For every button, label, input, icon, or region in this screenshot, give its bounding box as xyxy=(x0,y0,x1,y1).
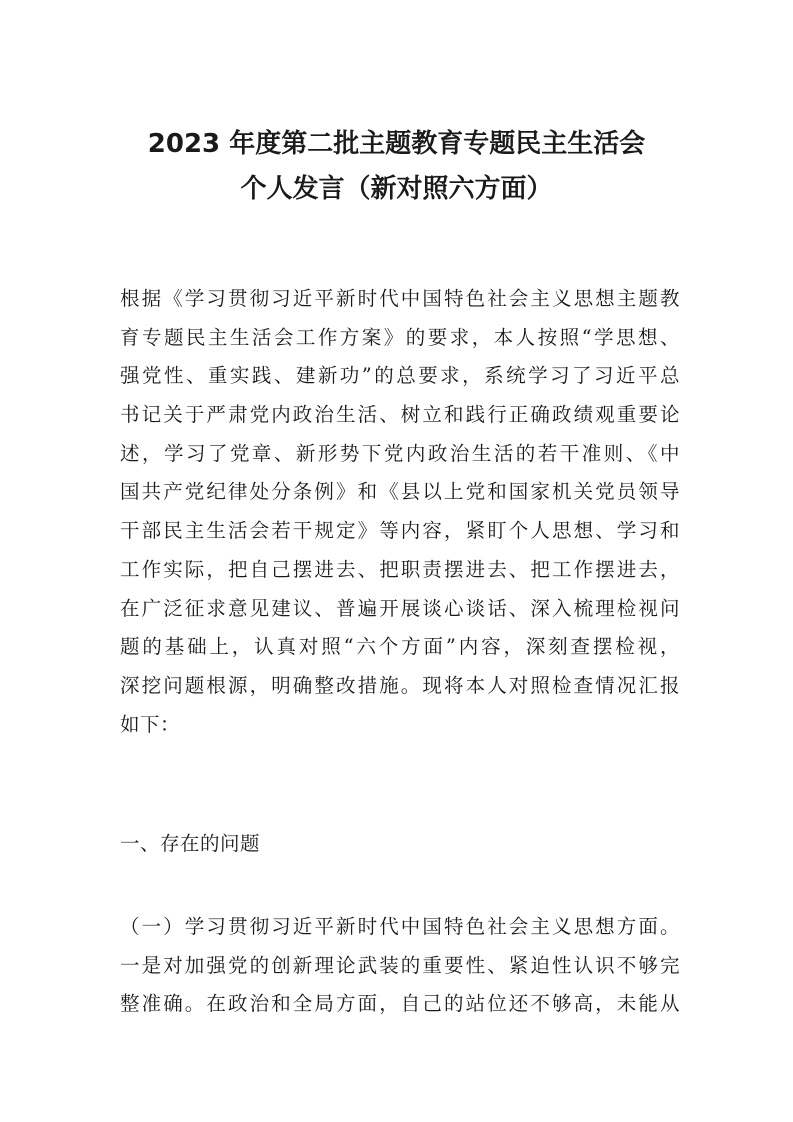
intro-line: 根据《学习贯彻习近平新时代中国特色社会主义思想主题教 xyxy=(120,287,680,310)
section-paragraph xyxy=(120,908,680,1024)
document-title-line-1: 2023 年度第二批主题教育专题民主生活会 xyxy=(147,129,646,159)
document-title-line-2: 个人发言（新对照六方面） xyxy=(240,174,553,204)
intro-line: 育专题民主生活会工作方案》的要求，本人按照“学思想、 xyxy=(120,325,680,349)
intro-line: 书记关于严肃党内政治生活、树立和践行正确政绩观重要论 xyxy=(120,403,680,427)
intro-line: 干部民主生活会若干规定》等内容，紧盯个人思想、学习和 xyxy=(120,519,680,543)
section-line: （一）学习贯彻习近平新时代中国特色社会主义思想方面。 xyxy=(120,915,680,938)
intro-line: 述，学习了党章、新形势下党内政治生活的若干准则、《中 xyxy=(120,441,680,465)
intro-line: 在广泛征求意见建议、普遍开展谈心谈话、深入梳理检视问 xyxy=(120,596,680,620)
intro-paragraph xyxy=(120,280,680,744)
section-heading-problems: 一、存在的问题 xyxy=(120,832,261,855)
intro-line: 强党性、重实践、建新功”的总要求，系统学习了习近平总 xyxy=(120,364,680,388)
intro-line: 如下： xyxy=(120,712,181,736)
intro-line: 工作实际，把自己摆进去、把职责摆进去、把工作摆进去， xyxy=(120,557,680,581)
section-line: 一是对加强党的创新理论武装的重要性、紧迫性认识不够完 xyxy=(120,953,680,977)
section-line: 整准确。在政治和全局方面，自己的站位还不够高，未能从 xyxy=(120,992,680,1016)
intro-line: 题的基础上，认真对照“六个方面”内容，深刻查摆检视， xyxy=(120,635,680,659)
intro-line: 国共产党纪律处分条例》和《县以上党和国家机关党员领导 xyxy=(120,480,680,504)
intro-line: 深挖问题根源，明确整改措施。现将本人对照检查情况汇报 xyxy=(120,673,680,697)
